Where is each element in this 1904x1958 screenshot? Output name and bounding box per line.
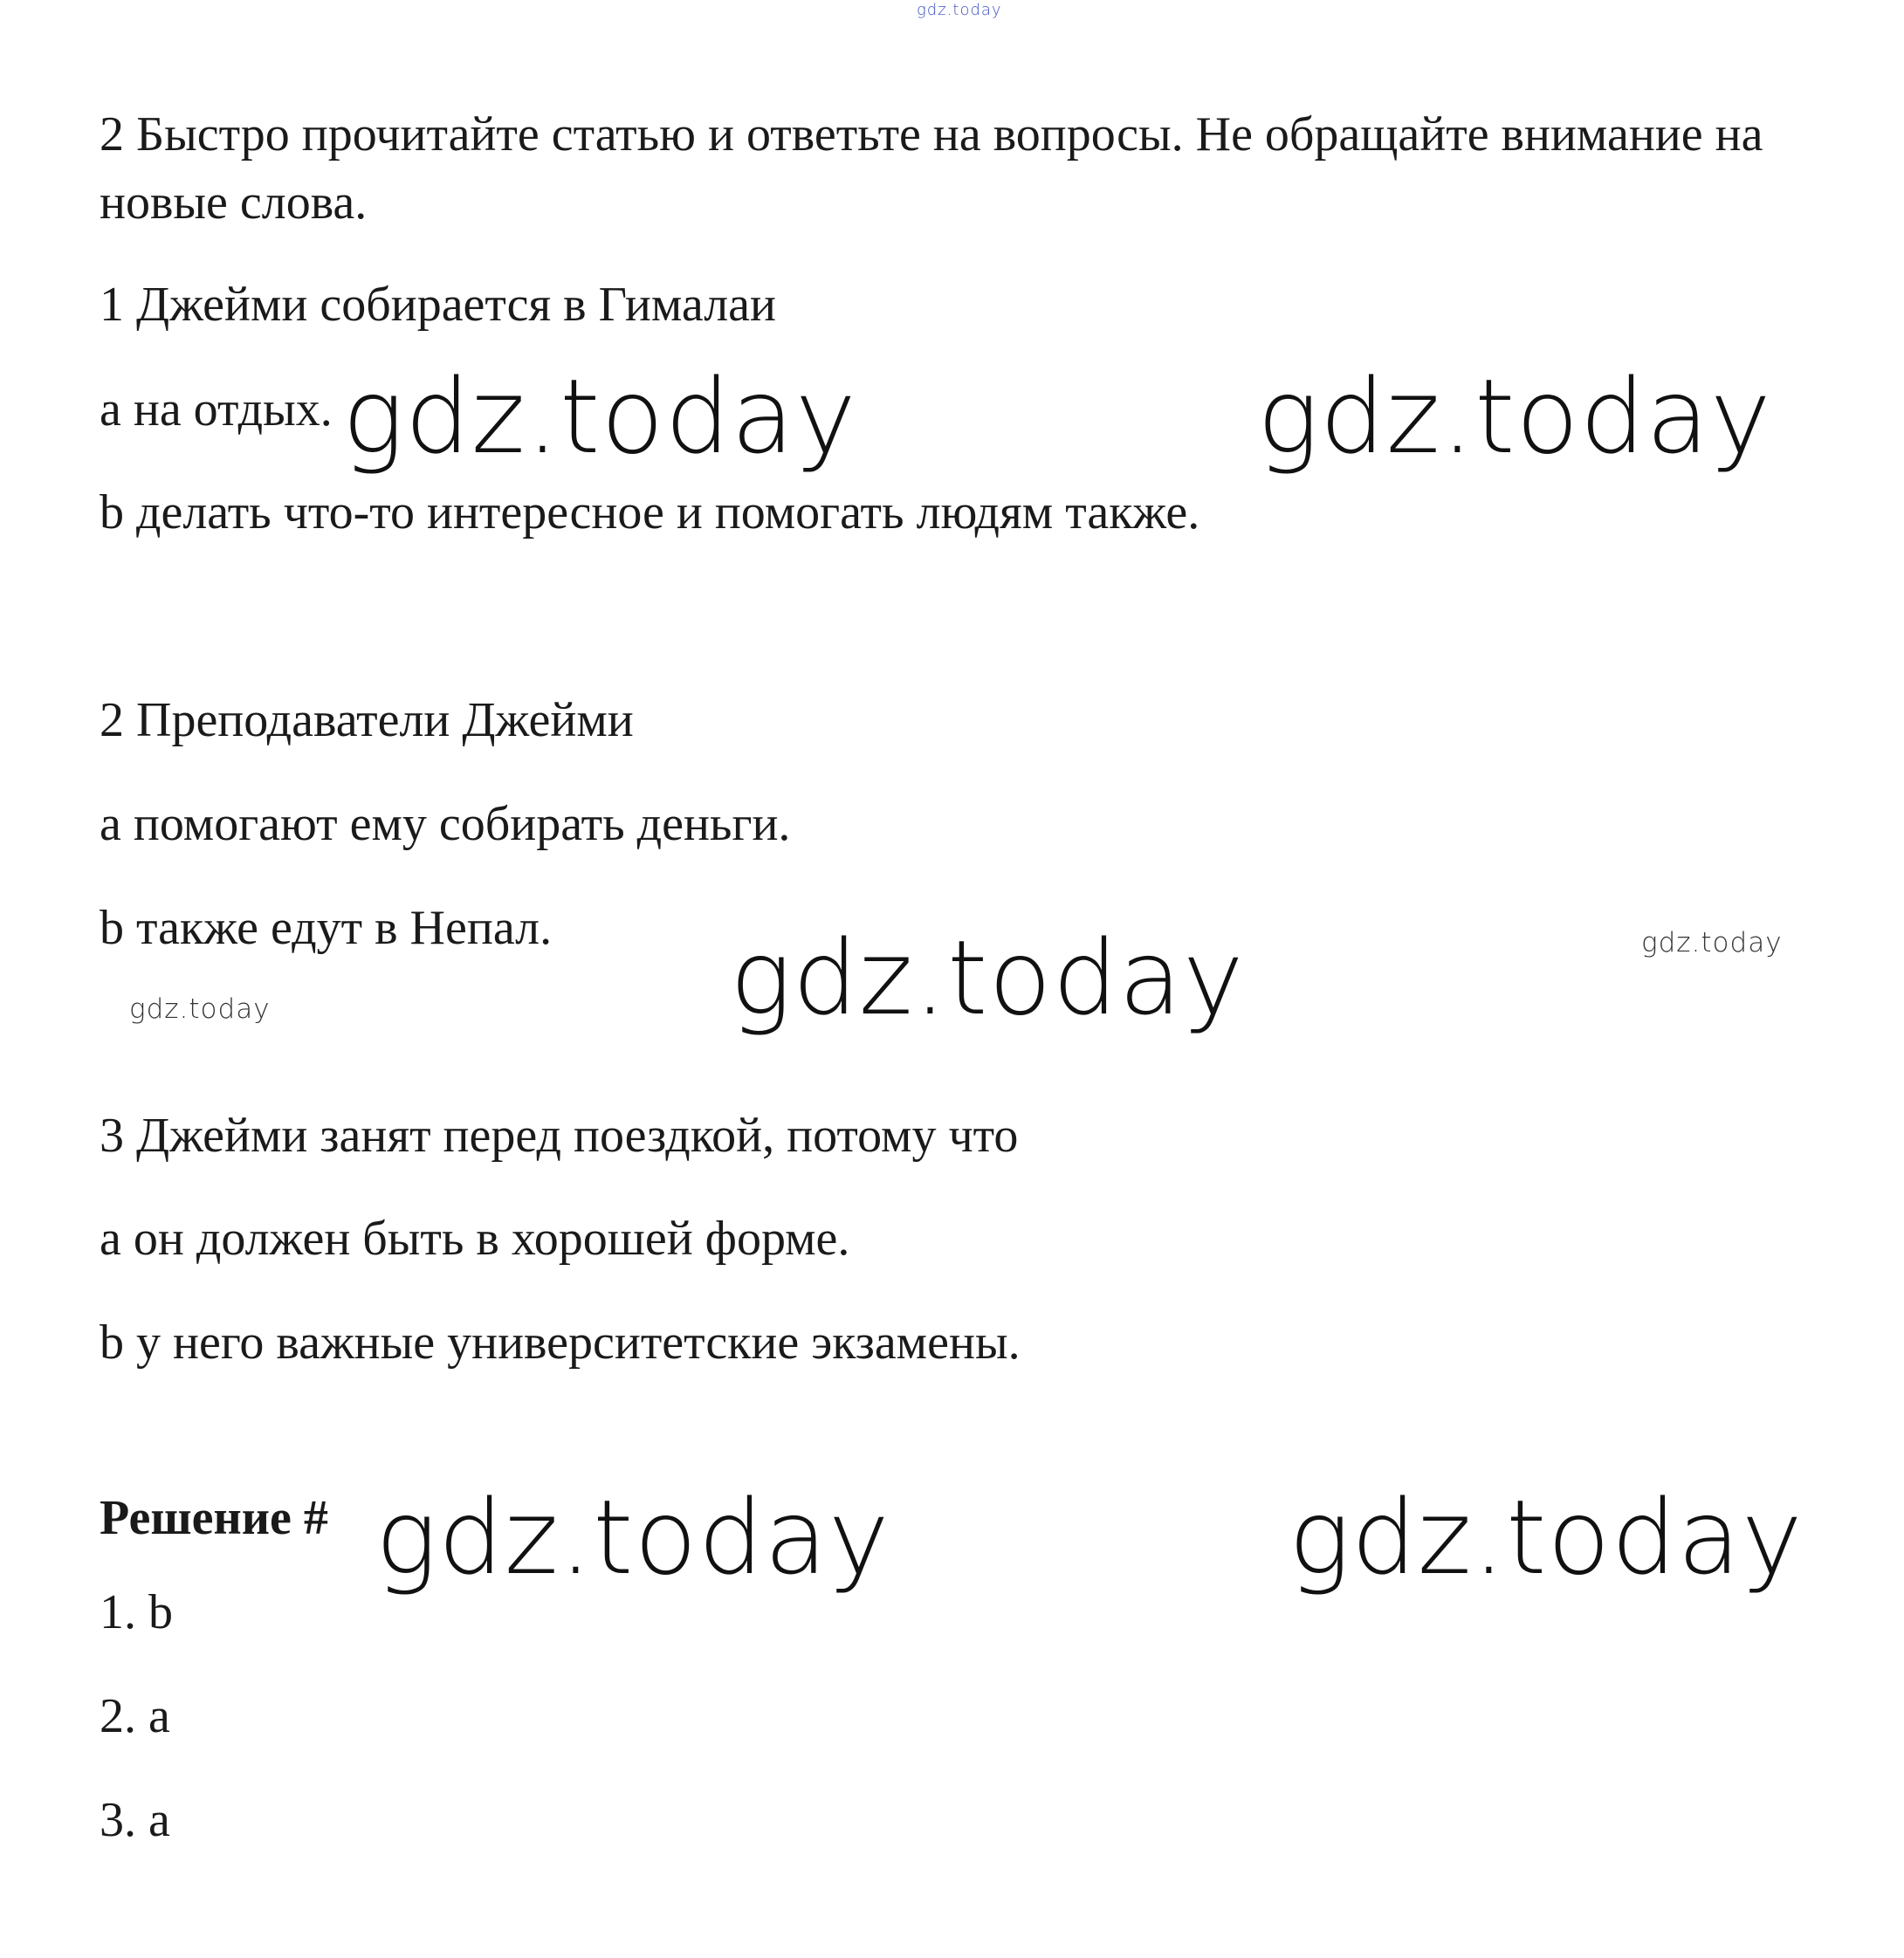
answer-2: 2. a (100, 1689, 170, 1743)
question-2-option-a: a помогают ему собирать деньги. (100, 797, 791, 851)
watermark-large-1: gdz.today (342, 356, 857, 477)
watermark-top: gdz.today (917, 1, 1002, 19)
question-1-stem: 1 Джейми собирается в Гималаи (100, 278, 777, 332)
question-2-stem: 2 Преподаватели Джейми (100, 693, 634, 747)
question-1-option-a: a на отдых. (100, 382, 333, 436)
question-3-stem: 3 Джейми занят перед поездкой, потому что (100, 1109, 1019, 1163)
question-3-option-b: b у него важные университетские экзамены. (100, 1316, 1021, 1370)
watermark-large-5: gdz.today (1289, 1477, 1804, 1597)
question-1-option-b: b делать что-то интересное и помогать людям также. (100, 485, 1200, 539)
watermark-small-2: gdz.today (1641, 927, 1783, 958)
watermark-large-3: gdz.today (730, 917, 1245, 1038)
question-3-option-a: a он должен быть в хорошей форме. (100, 1212, 850, 1266)
watermark-large-4: gdz.today (375, 1477, 890, 1597)
answer-3: 3. a (100, 1793, 170, 1847)
answer-1: 1. b (100, 1585, 173, 1639)
watermark-small-1: gdz.today (129, 993, 271, 1025)
watermark-large-2: gdz.today (1257, 356, 1772, 477)
task-intro: 2 Быстро прочитайте статью и ответьте на вопросы. Не обращайте внимание на новые слова. (100, 107, 1763, 230)
question-2-option-b: b также едут в Непал. (100, 901, 553, 955)
solution-title: Решение # (100, 1491, 328, 1545)
